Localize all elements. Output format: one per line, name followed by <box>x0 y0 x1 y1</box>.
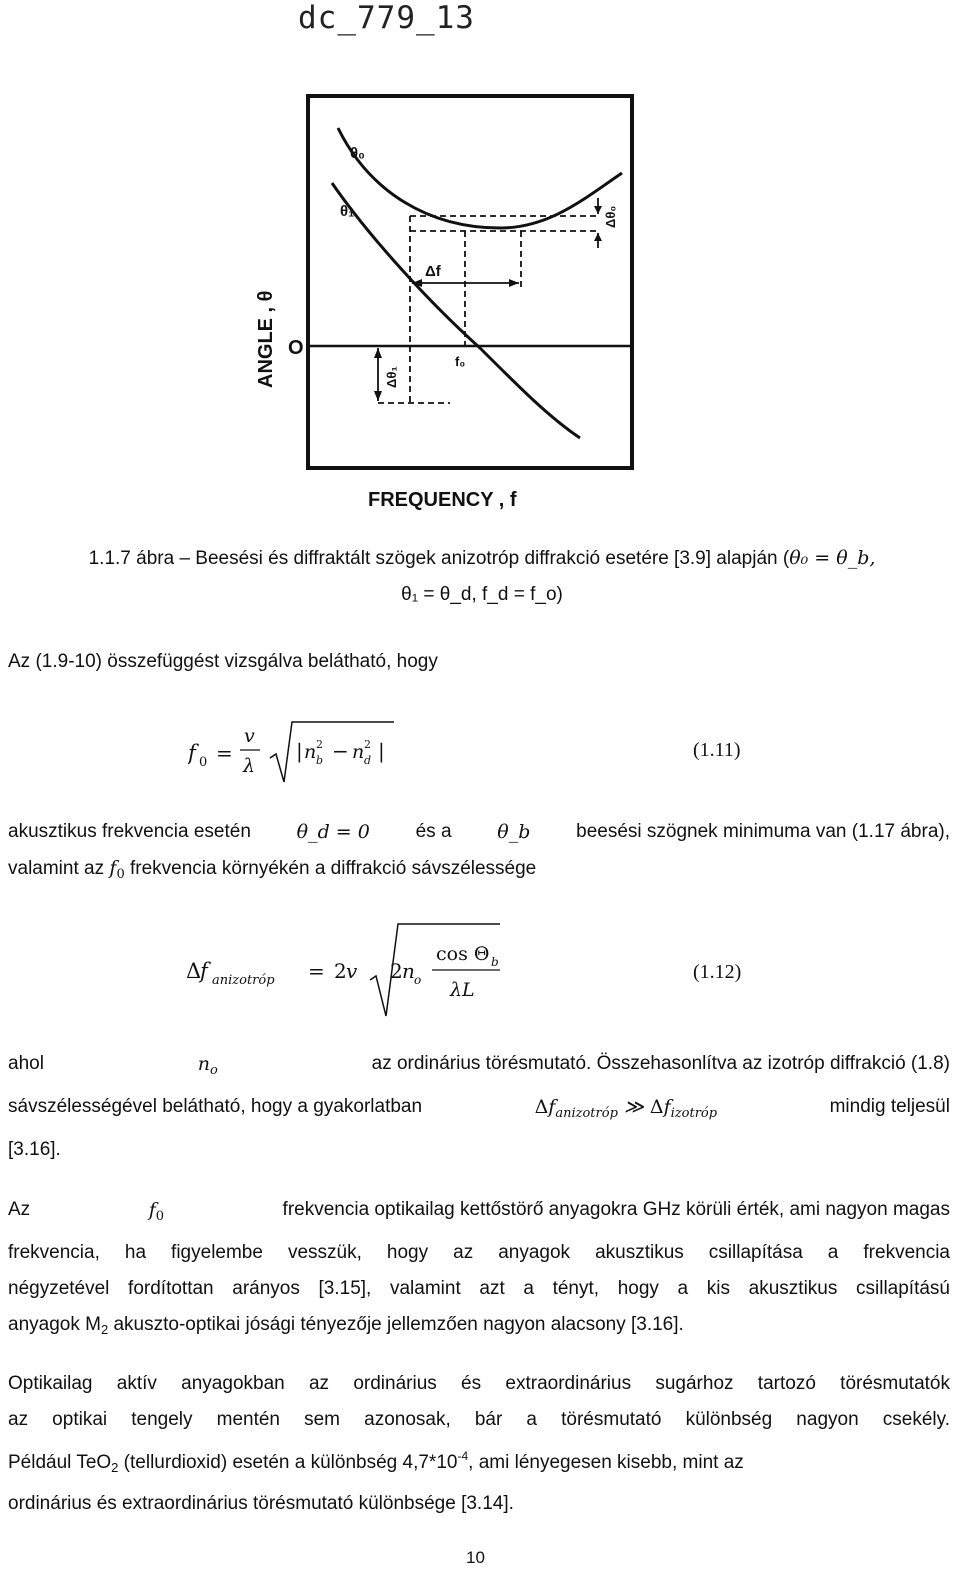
x-axis-label: FREQUENCY , f <box>368 489 517 511</box>
paragraph-2 <box>8 814 950 893</box>
figure-svg <box>250 88 650 528</box>
p2-text-a: akusztikus frekvencia esetén <box>8 821 251 842</box>
theta0-curve <box>338 128 622 228</box>
delta-theta0-label: Δθ₀ <box>603 205 618 228</box>
theta1-label: θ₁ <box>340 203 355 220</box>
page-number: 10 <box>466 1548 485 1567</box>
p4-text-b: frekvencia optikailag kettőstörő anyagokra GHz körüli érték, ami nagyon magas <box>282 1199 950 1220</box>
equation-1-11-svg <box>188 720 418 786</box>
paragraph-1: Az (1.9-10) összefüggést vizsgálva belátható, hogy <box>8 651 438 672</box>
p5-line3-sub: 2 <box>111 1460 119 1475</box>
eq1-abs-right: | <box>378 739 385 763</box>
theta0-label: θ₀ <box>350 145 365 162</box>
p5-line3-sup: -4 <box>457 1449 469 1463</box>
delta-f-arrowhead-right <box>509 279 519 287</box>
paragraph-4-line-4 <box>8 1307 950 1348</box>
eq1-abs-left: | <box>296 739 303 763</box>
caption-line-2: θ₁ = θ_d, f_d = f_o) <box>401 584 563 605</box>
p3-math-relation: $\Delta f_{anizotróp}$ ≫ $\Delta f_{izotróp}$ <box>534 1096 718 1121</box>
eq1-nd: n <box>352 741 365 763</box>
eq2-2n: 2 <box>390 959 403 983</box>
paragraph-4-line-3: négyzetével fordítottan arányos [3.15], valamint azt a tényt, hogy a kis akusztikus csillapítású <box>8 1278 950 1299</box>
paragraph-3-line-2 <box>8 1089 950 1132</box>
equation-1-11-number: (1.11) <box>693 739 741 761</box>
p2-math-theta-b: θ_b <box>497 821 531 843</box>
eq2-lambda-l: λL <box>450 979 475 1001</box>
p3-text-b: az ordinárius törésmutató. Összehasonlítva az izotróp diffrakció (1.8) <box>371 1053 950 1074</box>
caption-math-1: θ₀ = θ_b, <box>789 547 876 569</box>
eq2-2: 2 <box>334 959 347 983</box>
paragraph-3 <box>8 1046 950 1168</box>
p2-math-theta-d: θ_d = 0 <box>296 821 370 843</box>
p4-line4-sub: 2 <box>100 1322 109 1337</box>
eq1-numerator-v: v <box>244 725 255 747</box>
p4-math-f0: $f_0$ <box>148 1199 165 1224</box>
eq2-n-sub: o <box>414 973 422 987</box>
eq2-cos: cos Θ <box>436 943 490 965</box>
p5-line3-a: Például TeO <box>8 1452 112 1473</box>
paragraph-4 <box>8 1192 950 1348</box>
delta-f-label: Δf <box>425 263 441 280</box>
delta-theta0-arrowhead-top <box>594 206 602 214</box>
eq2-lhs-sub: anizotróp <box>212 973 275 988</box>
caption-text: 1.1.7 ábra – Beesési és diffraktált szögek anizotróp diffrakció esetére [3.9] alapján ( <box>88 548 790 569</box>
eq1-nd-sub: d <box>364 754 372 767</box>
caption-line-1 <box>42 540 922 577</box>
paragraph-5-line-4: ordinárius és extraordinárius törésmutató különbsége [3.14]. <box>8 1493 514 1514</box>
f0-label: f₀ <box>455 354 466 369</box>
p5-line3-c: , ami lényegesen kisebb, mint az <box>468 1452 744 1473</box>
eq1-lhs: f <box>188 741 196 765</box>
paragraph-2-line-1 <box>8 814 950 850</box>
p4-line4-a: anyagok M <box>8 1314 101 1335</box>
paragraph-5 <box>8 1366 950 1522</box>
equation-1-11 <box>188 720 418 792</box>
p4-line4-b: akuszto-optikai jósági tényezője jellemzően nagyon alacsony [3.16]. <box>108 1314 684 1335</box>
p2-text-c: beesési szögnek minimuma van (1.17 ábra), <box>576 821 950 842</box>
zero-label: O <box>288 337 304 359</box>
eq1-minus: − <box>332 739 349 763</box>
p2-math-f0: $f_0$ <box>109 857 125 882</box>
paragraph-2-line-2 <box>8 850 950 893</box>
p3-text-c: sávszélességével belátható, hogy a gyakorlatban <box>8 1096 423 1117</box>
eq1-nb: n <box>304 741 317 763</box>
document-id: dc_779_13 <box>298 0 475 36</box>
p3-math-no: $n_o$ <box>197 1053 218 1078</box>
eq2-equals: = <box>308 959 325 983</box>
p2-text-d: valamint az <box>8 858 105 879</box>
equation-1-12-svg <box>186 920 516 1020</box>
eq1-nb-sup: 2 <box>316 738 323 751</box>
p2-text-b: és a <box>415 821 452 842</box>
paragraph-5-line-1: Optikailag aktív anyagokban az ordinárius és extraordinárius sugárhoz tartozó törésmutatók <box>8 1373 950 1394</box>
delta-theta1-arrowhead-up <box>374 348 382 358</box>
eq2-cos-sub: b <box>491 955 499 969</box>
paragraph-3-line-1 <box>8 1046 950 1089</box>
eq1-denominator-lambda: λ <box>243 755 256 777</box>
p4-text-a: Az <box>8 1199 31 1220</box>
equation-1-12 <box>186 920 516 1026</box>
eq1-equals: = <box>216 741 233 765</box>
figure-caption <box>42 540 922 613</box>
p2-text-e: frekvencia környékén a diffrakció sávszélessége <box>130 858 537 879</box>
eq1-lhs-sub: 0 <box>199 755 208 770</box>
eq2-v: v <box>346 959 358 983</box>
paragraph-4-line-1 <box>8 1192 950 1235</box>
paragraph-5-line-2: az optikai tengely mentén sem azonosak, bár a törésmutató különbség nagyon csekély. <box>8 1409 950 1430</box>
paragraph-3-line-3: [3.16]. <box>8 1139 61 1160</box>
p5-line3-b: (tellurdioxid) esetén a különbség 4,7*10 <box>118 1452 458 1473</box>
eq2-n: n <box>402 959 415 983</box>
delta-theta0-arrowhead-bottom <box>594 233 602 241</box>
delta-theta1-arrowhead-down <box>374 391 382 401</box>
angle-frequency-figure <box>250 88 650 528</box>
paragraph-5-line-3 <box>8 1438 950 1486</box>
eq2-delta: Δ <box>186 959 202 983</box>
p3-text-a: ahol <box>8 1053 44 1074</box>
equation-1-12-number: (1.12) <box>693 961 742 983</box>
eq2-lhs: f <box>200 959 208 983</box>
eq1-nd-sup: 2 <box>364 738 371 751</box>
y-axis-label: ANGLE , θ <box>255 290 277 388</box>
eq1-nb-sub: b <box>316 754 324 767</box>
p3-text-d: mindig teljesül <box>829 1096 950 1117</box>
delta-theta1-label: Δθ₁ <box>384 366 399 388</box>
paragraph-4-line-2: frekvencia, ha figyelembe vesszük, hogy az anyagok akusztikus csillapítása a frekvencia <box>8 1242 950 1263</box>
